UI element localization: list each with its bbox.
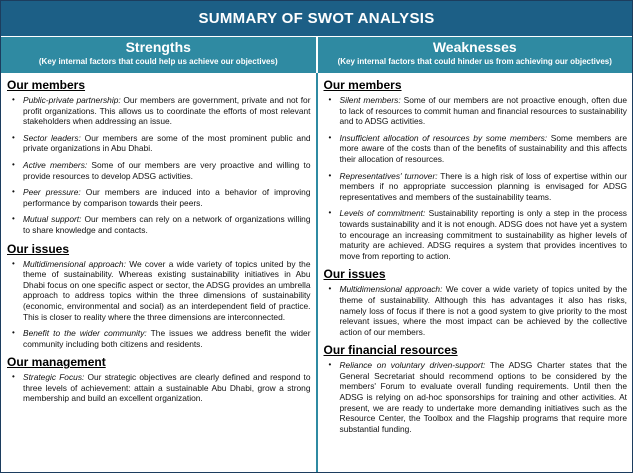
item-lead: Levels of commitment: [339,208,426,219]
bullet-icon: • [12,95,15,104]
item-text: Some members are more aware of the costs than of the benefits of sustainability and this affects their allocation of resources. [339,132,627,164]
item-text: Our members can rely on a network of organizations willing to share knowledge and contacts. [23,214,311,235]
list-item [7,95,311,127]
list-item [7,160,311,181]
bullet-icon: • [12,187,15,197]
section-title: Our financial resources [323,343,458,358]
list-item [324,284,628,337]
strengths-header [1,37,316,73]
item-text: Our members are some of the most prominent public and private organizations in Abu Dhabi. [23,132,311,154]
item-lead: Active members: [23,159,88,170]
item-text: Sustainability reporting is only a step in the process towards sustainability and it is not enough. ADSG does not have yet a system to encourage an increasing commitment to sustainability as higher levels of maturity are achieved. ADSG requires a system that provides incentives to move from reporting to action. [339,208,627,261]
item-text: We cover a wide variety of topics united by the theme of sustainability. Whereas existing sustainability initiatives in Abu Dhabi focus on one specific aspect or sector, the ADSG provides an umbrella approach to address topics within the three dimensions of sustainability (economic, environmental and social) as an interdependent field of practice. This is closer to reality where the three dimensions are interconnected. [23,258,311,322]
item-lead: Mutual support: [23,214,82,225]
column-bodies [1,73,632,473]
bullet-icon: • [328,132,332,142]
item-text: The issues we address benefit the wider community including both citizens and residents. [23,328,311,349]
bullet-icon: • [12,258,15,268]
weaknesses-header [316,37,633,73]
bullet-icon: • [12,372,15,382]
item-lead: Representatives' turnover: [339,170,438,181]
bullet-list [324,95,628,261]
item-text: Some of our members are very proactive and willing to provide resources to develop ADSG activities. [23,159,311,181]
strengths-subheading: (Key internal factors that could help us achieve our objectives) [38,57,278,66]
bullet-icon: • [12,214,15,224]
item-text: We cover a wide variety of topics united by the theme of sustainability. Although this has advantages it also has risks, namely loss of focus if there is not a good system to give priority to the most relevant issues, where the most impact can be achieved by the collective action of our members. [339,284,627,337]
item-lead: Peer pressure: [23,187,81,198]
bullet-icon: • [12,132,15,142]
section-title: Our members [7,78,86,92]
strengths-heading: Strengths [125,39,191,55]
section-title: Our issues [323,267,386,282]
page-title: SUMMARY OF SWOT ANALYSIS [1,1,632,37]
bullet-icon: • [328,170,332,180]
weaknesses-heading: Weaknesses [432,39,517,55]
item-lead: Public-private partnership: [23,95,121,105]
bullet-icon: • [328,95,332,104]
item-lead: Insufficient allocation of resources by some members: [339,132,548,143]
bullet-list [324,284,628,337]
bullet-icon: • [12,159,15,169]
section-title: Our members [323,78,402,92]
bullet-list [7,372,311,404]
item-lead: Silent members: [339,95,401,105]
list-item [324,360,628,434]
bullet-icon: • [328,360,332,370]
item-text: Our members are induced into a behavior of improving performance by comparison towards their peers. [23,187,311,208]
weaknesses-column [316,73,633,473]
bullet-icon: • [328,284,332,294]
list-item [324,171,628,203]
item-text: Some of our members are not proactive enough, often due to lack of resources to commit human and financial resources to sustainability and to ADSG activities. [339,95,627,127]
item-lead: Strategic Focus: [23,372,85,383]
item-text: The ADSG Charter states that the General Secretariat should recommend options to be considered by the members' Forum to evaluate overall funding requirements. Until then the ADSG is relying on ad-hoc sponsorships for training and other activities. At present, we are ready to undertake more demanding initiatives such as the Resource Center, the Toolbox and the Flagship programs that require more substantial funding. [339,360,627,434]
section-title: Our issues [7,241,70,256]
list-item [7,187,311,208]
item-text: Our members are government, private and not for profit organizations. This allows us to coordinate the efforts of most relevant stakeholders when addressing an issue. [23,95,311,127]
item-lead: Multidimensional approach: [339,284,443,295]
item-lead: Reliance on voluntary driven-support: [339,360,486,371]
list-item [7,259,311,323]
bullet-list [7,95,311,236]
list-item [7,133,311,154]
strengths-column [1,73,316,473]
item-lead: Sector leaders: [23,132,81,143]
bullet-icon: • [328,208,332,218]
bullet-list [324,360,628,434]
item-text: Our strategic objectives are clearly defined and respond to three levels of achievement: attain a sustainable Abu Dhabi, grow a strong membership and build an excellent organization. [23,372,311,404]
list-item [7,328,311,349]
item-lead: Benefit to the wider community: [23,328,147,339]
bullet-icon: • [12,328,15,338]
bullet-list [7,259,311,350]
column-headers [1,37,632,73]
list-item [324,133,628,165]
item-lead: Multidimensional approach: [23,258,126,269]
list-item [324,208,628,261]
list-item [324,95,628,127]
list-item [7,372,311,404]
item-text: There is a high risk of loss of expertise within our members if no appropriate succession planning is envisaged for ADSG representatives and members of the sustainability teams. [339,170,627,202]
list-item [7,214,311,235]
section-title: Our management [7,355,106,370]
weaknesses-subheading: (Key internal factors that could hinder us from achieving our objectives) [337,57,612,66]
